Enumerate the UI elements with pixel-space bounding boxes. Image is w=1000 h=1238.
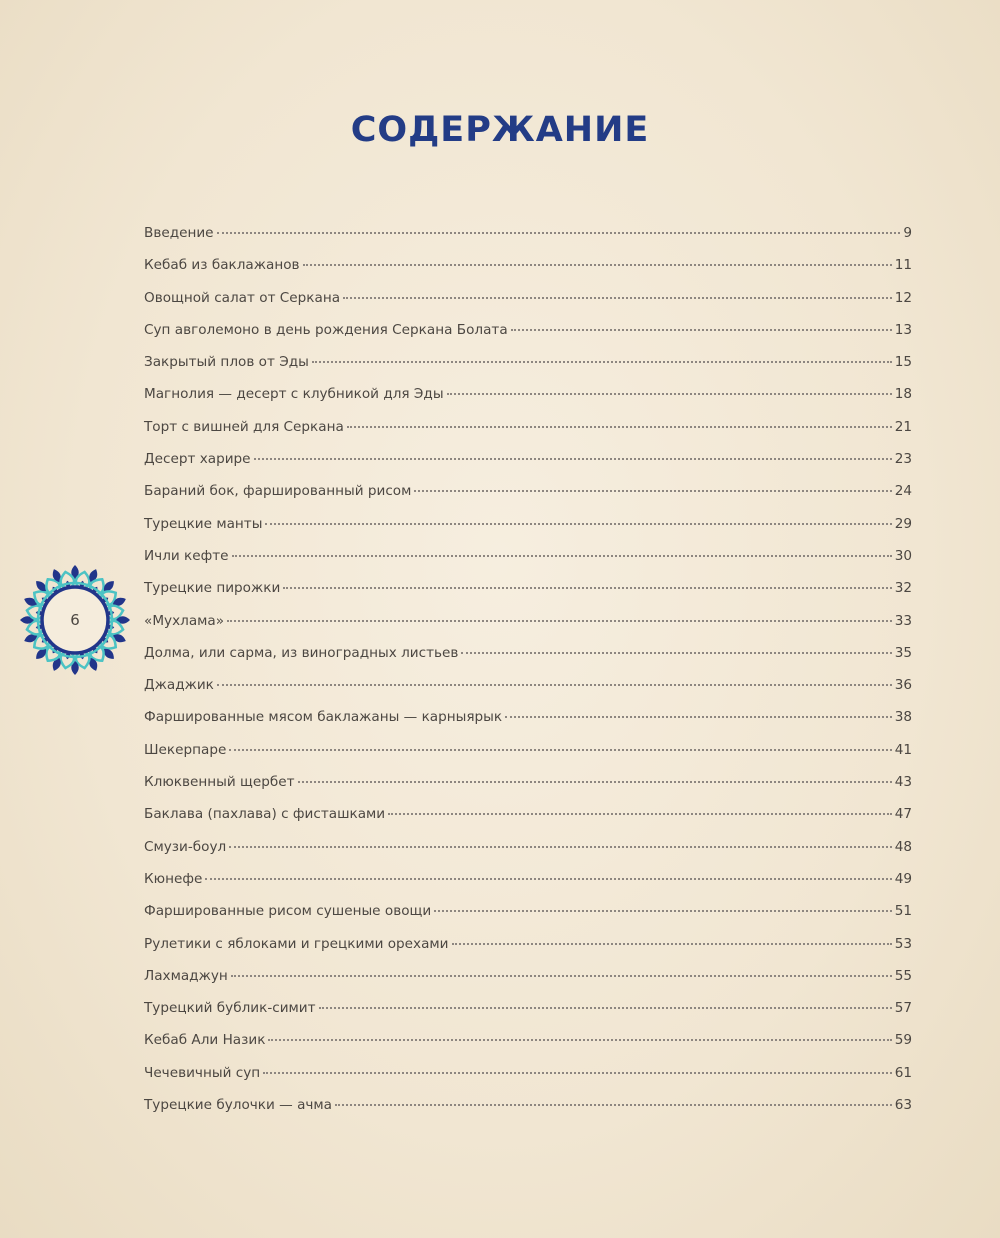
toc-entry-title: Долма, или сарма, из виноградных листьев	[144, 644, 459, 661]
toc-entry-page: 11	[894, 257, 912, 274]
toc-entry[interactable]	[144, 774, 912, 806]
dot-leader	[414, 490, 891, 492]
toc-entry-title: «Мухлама»	[144, 612, 225, 629]
page-number: 6	[70, 611, 80, 629]
toc-entry-page: 12	[894, 289, 912, 306]
toc-entry[interactable]	[144, 516, 912, 548]
toc-entry-title: Баклава (пахлава) с фисташками	[144, 806, 386, 823]
toc-entry-page: 30	[894, 547, 912, 564]
toc-entry-title: Шекерпаре	[144, 741, 227, 758]
dot-leader	[217, 232, 901, 234]
toc-entry[interactable]	[144, 742, 912, 774]
dot-leader	[319, 1007, 892, 1009]
toc-entry-page: 59	[894, 1032, 912, 1049]
toc-entry-page: 55	[894, 967, 912, 984]
toc-entry-page: 43	[894, 774, 912, 791]
toc-entry-page: 63	[894, 1097, 912, 1114]
toc-entry[interactable]	[144, 290, 912, 322]
toc-entry-title: Суп авголемоно в день рождения Серкана Болата	[144, 321, 508, 338]
dot-leader	[312, 361, 892, 363]
toc-entry[interactable]	[144, 1065, 912, 1097]
toc-entry-title: Закрытый плов от Эды	[144, 354, 309, 371]
toc-entry-title: Кебаб из баклажанов	[144, 257, 300, 274]
toc-entry-title: Турецкие манты	[144, 515, 263, 532]
toc-entry[interactable]	[144, 386, 912, 418]
toc-entry-title: Турецкий бублик-симит	[144, 1000, 316, 1017]
toc-entry[interactable]	[144, 483, 912, 515]
toc-entry[interactable]	[144, 709, 912, 741]
toc-entry[interactable]	[144, 936, 912, 968]
toc-entry[interactable]	[144, 903, 912, 935]
toc-entry[interactable]	[144, 548, 912, 580]
dot-leader	[229, 749, 891, 751]
toc-entry-page: 9	[903, 225, 912, 241]
toc-entry-page: 61	[894, 1064, 912, 1081]
toc-entry-title: Магнолия — десерт с клубникой для Эды	[144, 386, 444, 403]
toc-entry-page: 38	[894, 709, 912, 726]
toc-entry-page: 51	[894, 903, 912, 920]
toc-entry[interactable]	[144, 1097, 912, 1129]
dot-leader	[511, 329, 892, 331]
dot-leader	[229, 846, 891, 848]
page-title: СОДЕРЖАНИЕ	[350, 110, 650, 150]
dot-leader	[303, 264, 892, 266]
toc-entry[interactable]	[144, 645, 912, 677]
toc-entry-title: Торт с вишней для Серкана	[144, 418, 344, 435]
dot-leader	[335, 1104, 892, 1106]
toc-entry-page: 35	[894, 644, 912, 661]
toc-entry-page: 13	[894, 321, 912, 338]
toc-entry[interactable]	[144, 580, 912, 612]
toc-entry[interactable]	[144, 419, 912, 451]
toc-entry-title: Кебаб Али Назик	[144, 1032, 266, 1049]
dot-leader	[231, 975, 892, 977]
dot-leader	[265, 523, 891, 525]
toc-entry-page: 24	[894, 483, 912, 500]
toc-entry[interactable]	[144, 354, 912, 386]
toc-entry[interactable]	[144, 968, 912, 1000]
toc-entry-title: Овощной салат от Серкана	[144, 289, 341, 306]
toc-entry-page: 21	[894, 418, 912, 435]
toc-entry-page: 47	[894, 806, 912, 823]
table-of-contents	[144, 225, 912, 1129]
toc-entry-title: Кюнефе	[144, 870, 203, 887]
dot-leader	[298, 781, 892, 783]
toc-entry[interactable]	[144, 677, 912, 709]
dot-leader	[505, 716, 892, 718]
toc-entry[interactable]	[144, 839, 912, 871]
dot-leader	[343, 297, 892, 299]
dot-leader	[447, 393, 892, 395]
toc-entry[interactable]	[144, 225, 912, 257]
dot-leader	[205, 878, 891, 880]
toc-entry-page: 57	[894, 1000, 912, 1017]
toc-entry-page: 29	[894, 515, 912, 532]
toc-entry-title: Джаджик	[144, 677, 214, 694]
toc-entry[interactable]	[144, 451, 912, 483]
toc-entry-page: 23	[894, 451, 912, 468]
toc-entry-title: Фаршированные рисом сушеные овощи	[144, 903, 432, 920]
toc-entry[interactable]	[144, 806, 912, 838]
toc-entry[interactable]	[144, 322, 912, 354]
toc-entry-page: 36	[894, 677, 912, 694]
dot-leader	[227, 620, 892, 622]
toc-entry[interactable]	[144, 257, 912, 289]
toc-entry-title: Турецкие булочки — ачма	[144, 1097, 333, 1114]
toc-entry-title: Бараний бок, фаршированный рисом	[144, 483, 412, 500]
toc-entry-page: 33	[894, 612, 912, 629]
dot-leader	[263, 1072, 892, 1074]
toc-entry-page: 32	[894, 580, 912, 597]
dot-leader	[388, 813, 892, 815]
toc-entry-page: 15	[894, 354, 912, 371]
toc-entry-page: 41	[894, 741, 912, 758]
dot-leader	[254, 458, 892, 460]
toc-entry-title: Смузи-боул	[144, 838, 227, 855]
toc-entry-page: 53	[894, 935, 912, 952]
toc-entry[interactable]	[144, 613, 912, 645]
toc-entry-title: Десерт харире	[144, 451, 251, 468]
dot-leader	[283, 587, 891, 589]
toc-entry[interactable]	[144, 1032, 912, 1064]
toc-entry-title: Клюквенный щербет	[144, 774, 295, 791]
dot-leader	[347, 426, 892, 428]
toc-entry-title: Введение	[144, 225, 214, 241]
toc-entry-page: 48	[894, 838, 912, 855]
toc-entry-title: Рулетики с яблоками и грецкими орехами	[144, 935, 449, 952]
dot-leader	[268, 1039, 891, 1041]
toc-entry-title: Лахмаджун	[144, 967, 228, 984]
dot-leader	[232, 555, 892, 557]
toc-entry[interactable]	[144, 871, 912, 903]
dot-leader	[434, 910, 892, 912]
dot-leader	[217, 684, 892, 686]
toc-entry-title: Чечевичный суп	[144, 1064, 261, 1081]
toc-entry-title: Турецкие пирожки	[144, 580, 281, 597]
dot-leader	[452, 943, 892, 945]
toc-entry-page: 49	[894, 870, 912, 887]
toc-entry-title: Ичли кефте	[144, 547, 229, 564]
dot-leader	[461, 652, 891, 654]
toc-entry-page: 18	[894, 386, 912, 403]
toc-entry-title: Фаршированные мясом баклажаны — карныярык	[144, 709, 503, 726]
toc-entry[interactable]	[144, 1000, 912, 1032]
